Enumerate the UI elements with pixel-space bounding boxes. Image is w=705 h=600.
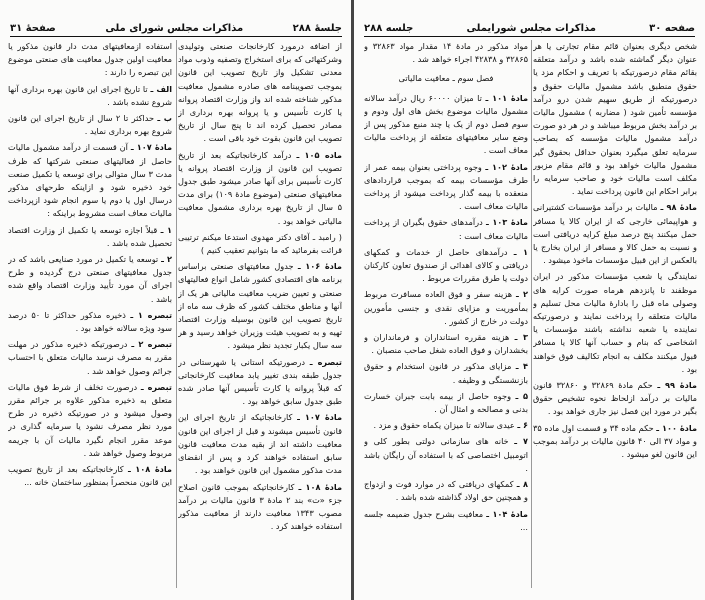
section-heading (364, 72, 528, 85)
paragraph (364, 161, 528, 214)
paragraph-text: کارخانجاتیکه بموجب قانون اصلاح جزء «ت» بند ۲ مادهٔ ۳ قانون مالیات بر درآمد مصوب ۱۳۴۳ معافیت دارند از معافیت مذکور استفاده خواهند کرد . (178, 481, 342, 532)
paragraph-text: حکم مادهٔ ۳۲۸۶۹ و ۳۲۸۶۰ قانون مالیات بر درآمد ازلحاظ نحوه تشخیص حقوق بگیر در مورد این فصل نیز جاری خواهد بود . (533, 380, 697, 417)
paragraph-text: آن قسمت از درآمد مشمول مالیات حاصل از فعالیتهای صنعتی شرکتها که ظرف مدت ۳ سال متوالی برای توسعه یا تکمیل صنعت خود ذخیره شود و ازاینکه طرحهای مذکور درسال اول یا دوم یا سوم انجام شود ازپرداخت مالیات معاف است مشروط براینکه : (8, 142, 172, 219)
paragraph (364, 216, 528, 242)
column-divider (531, 40, 532, 588)
article-number: تبصره ۱ ـ (130, 309, 172, 320)
paragraph (364, 419, 528, 432)
paragraph-text: تا تاریخ اجرای این قانون بهره برداری آنها شروع نشده باشد . (8, 83, 172, 107)
article-number: مادهٔ ۱۰۳ ـ (486, 217, 528, 228)
right-page (354, 0, 705, 600)
running-title: مذاکرات مجلس شورایملی (466, 23, 596, 34)
paragraph-text: نمایندگی یا شعب مؤسسات مذکور در ایران موظفند تا پانزدهم هرماه صورت کرایه های وصولی ماه قبل را بادارهٔ مالیات محل تسلیم و مالیات متعلقه را پرداخت نمایند و درصورتیکه نماینده یا شعبه نداشته باشند مؤسسات یا اشخاصی که بنام و حساب آنها کالا یا مسافر قبول میکنند مکلف به انجام تکالیف فوق خواهند بود . (533, 271, 697, 374)
article-number: ۶ ـ (517, 420, 528, 431)
paragraph-text: درآمد کارخانجاتیکه بعد از تاریخ تصویب این قانون از وزارت اقتصاد پروانه یا کارت تأسیس برای آنها صادر میشود طبق جدول معافیتهای صنعتی (موضوع مادهٔ ۱۰۹) برای مدت ۵ سال از تاریخ بهره برداری مشمول معافیت مالیاتی خواهد بود . (178, 149, 342, 226)
paragraph-text: هزینه سفر و فوق العاده مسافرت مربوط بمأموریت و مزایای نقدی و جنسی مأمورین دولت در خارج از کشور . (364, 289, 528, 326)
article-number: مادهٔ ۹۹ ـ (657, 380, 697, 391)
article-number: ۱ ـ (160, 224, 172, 235)
paragraph-text: درصورتیکه ذخیره مذکور در مهلت مقرر به مصرف نرسد مالیات متعلق با احتساب جرائم وصول خواهد شد . (8, 339, 172, 376)
paragraph-text: وجوه پرداختی بعنوان بیمه عمر از طرف مؤسسات بیمه که بموجب قراردادهای منعقده با بیمه گذار پرداخت میشود از پرداخت مالیات معاف است . (364, 161, 528, 212)
article-number: مادهٔ ۱۰۱ ـ (485, 92, 528, 103)
paragraph-text: وجوه حاصل از بیمه بابت جبران خسارت بدنی و مصالحه و امثال آن . (364, 390, 528, 415)
paragraph-text: مزایای مذکور در قانون استخدام و حقوق بازنشستگی و وظیفه . (364, 361, 528, 385)
paragraph-text: ذخیره مذکور حداکثر تا ۵۰ درصد سود ویژه سالانه خواهد بود . (8, 309, 172, 334)
paragraph-text: جدول معافیتهای صنعتی براساس برنامه های اقتصادی کشور شامل انواع فعالیتهای صنعتی و تعیین ضریب معافیت مالیاتی هر یک از آنها و مناطق مختلف کشور که ظرف سه ماه از تاریخ تصویب این قانون بوسیله وزارت اقتصاد تهیه و به تصویب هیئت وزیران خواهد رسید و هر سه سال یکبار تجدید نظر میشود . (178, 261, 342, 351)
paragraph-text: قبلاً اجازه توسعه یا تکمیل از وزارت اقتصاد تحصیل شده باشد . (8, 224, 172, 248)
article-number: ۷ ـ (514, 436, 528, 447)
paragraph-text: فصل سوم ـ معافیت مالیاتی (398, 73, 494, 84)
article-number: مادهٔ ۱۰۰ ـ (656, 422, 697, 433)
paragraph (8, 83, 172, 109)
paragraph-text: توسعه یا تکمیل در مورد صنایعی باشد که در جدول معافیتهای صنعتی درج گردیده و طرح اجرای آن مورد تأیید وزارت اقتصاد واقع شده باشد . (8, 254, 172, 304)
paragraph (178, 356, 342, 409)
article-number: مادهٔ ۹۸ ـ (660, 202, 697, 213)
paragraph-text: عیدی سالانه تا میزان یکماه حقوق و مزد . (373, 420, 515, 431)
column-divider (176, 40, 177, 588)
paragraph-text: درآمدهای حقوق بگیران از پرداخت مالیات معاف است : (364, 217, 528, 241)
paragraph (364, 92, 528, 158)
paragraph-text: هزینه مقرره استانداران و فرمانداران و بخشداران و فوق العاده شغل صاحب منصبان . (364, 332, 528, 356)
paragraph (178, 411, 342, 477)
article-number: تبصره ـ (309, 356, 342, 367)
paragraph-text: کارخانجاتیکه بعد از تاریخ تصویب این قانون منحصراً بمنظور ساختمان خانه ... (8, 464, 172, 488)
article-number: ۵ ـ (515, 390, 528, 401)
paragraph (8, 463, 172, 489)
article-number: الف ـ (150, 83, 172, 94)
paragraph (364, 435, 528, 475)
paragraph-text: ( رامبد ـ آقای دکتر مهدوی استدعا میکنم ترتیبی قرائت بفرمائید که ما بتوانیم تعقیب کنیم ) (178, 231, 342, 256)
paragraph (8, 338, 172, 378)
article-number: مادهٔ ۱۰۷ ـ (297, 412, 342, 423)
paragraph (364, 360, 528, 386)
paragraph-text: مواد مذکور در مادهٔ ۱۴ مقدار مواد ۳۲۸۶۳ و ۳۲۸۶۵ و ۴۲۸۳۸ اجراء خواهد شد . (364, 41, 528, 65)
paragraph-text: از اضافه درمورد کارخانجات صنعتی وتولیدی وشرکتهائی که برای استخراج وتصفیه وذوب مواد معدنی تشکیل واز تاریخ تصویب این قانون بموجب تصویبنامه های صادره مشمول معافیت مذکور شناخته شده اند واز وزارت اقتصاد پروانه یا کارت تأسیس و یا پروانه بهره برداری از مصادر تحصیل کرده اند تا پنج سال از تاریخ تصویب این قانون بقوت خود باقی است . (178, 41, 342, 144)
article-number: ۴ ـ (515, 361, 528, 372)
paragraph-text: استفاده ازمعافیتهای مدت دار قانون مذکور یا معافیت اولین جدول معافیت های صنعتی موضوع این تبصره را دارند : (8, 41, 172, 78)
paragraph (533, 422, 697, 462)
article-number: ۸ ـ (516, 479, 528, 490)
paragraph (364, 288, 528, 328)
article-number: ماده ۱۰۵ ـ (296, 149, 342, 160)
paragraph (364, 331, 528, 357)
paragraph-text: مالیات بر درآمد مؤسسات کشتیرانی و هواپیمائی خارجی که از ایران کالا یا مسافر حمل میکنند پنج درصد مبلغ کرایه دریافتی است و نسبت به حمل کالا و مسافر از ایران بخارج یا بالعکس از این قبیل مؤسسات ماخوذ میشود . (533, 202, 697, 266)
paragraph (364, 40, 528, 66)
paragraph (8, 381, 172, 460)
paragraph (178, 231, 342, 257)
article-number: تبصره ۲ ـ (131, 339, 172, 350)
article-number: مادهٔ ۱۰۴ ـ (486, 508, 528, 519)
paragraph (533, 201, 697, 267)
paragraph (178, 40, 342, 146)
text-column (8, 40, 172, 588)
session-number: جلسهٔ ۲۸۸ (292, 23, 342, 34)
article-number: ۳ ـ (514, 332, 528, 343)
paragraph (364, 478, 528, 504)
paragraph (178, 149, 342, 228)
paragraph (8, 253, 172, 306)
paragraph (178, 481, 342, 534)
article-number: مادهٔ ۱۰۸ ـ (127, 464, 172, 475)
paragraph-text: کارخانجاتیکه از تاریخ اجرای این قانون تأسیس میشوند و قبل از اجرای این قانون معافیت داشته اند از بقیه مدت معافیت قانون سابق استفاده خواهند کرد و پس از انقضای مدت مذکور مشمول این قانون خواهند بود . (178, 412, 342, 476)
paragraph-text: شخص دیگری بعنوان قائم مقام تجارتی یا هر عنوان دیگر گماشته شده باشد و درآمد متعلقه بقائم مقام درصورتیکه با تعریف و احکام مزد یا حقوق منطبق باشد مشمول مالیات حقوق و درصورتیکه از طریق سهیم شدن درو درآمد مؤسسه تأمین شود ( مضاربه ) مشمول مالیات بر درآمد بخش مربوط میباشد و در هر دو صورت درآمد مشمول مالیات مؤسسه که بصاحب سرمایه تعلق میگیرد بعنوان حداقل بحقوق گیر مشمول مالیات خواهد بود و قائم مقام مزبور مکلف است مالیات خود و صاحب سرمایه را برابر احکام این قانون پرداخت نماید . (533, 41, 697, 197)
text-column (533, 40, 697, 588)
article-number: تبصره ـ (140, 381, 172, 392)
text-column (178, 40, 342, 588)
paragraph-text: کمکهای دریافتی که در موارد فوت و ازدواج و همچنین حق اولاد گذاشته شده باشد . (364, 479, 528, 503)
article-number: ۲ ـ (516, 289, 528, 300)
text-column (364, 40, 528, 588)
paragraph-text: درآمدهای حاصل از خدمات و کمکهای دریافتی و کالای اهدائی از صندوق تعاون کارکنان دولت یا طرق مقررات مربوط . (364, 246, 528, 284)
article-number: مادهٔ ۱۰۲ ـ (485, 161, 528, 172)
paragraph-text: تا میزان ۶۰۰۰۰ ریال درآمد سالانه مشمول مالیات موضوع بخش های اول ودوم و سوم فصل دوم از یک یا چند منبع مذکور پس از وضع سایر معافیتهای متعلقه از پرداخت مالیات معاف است . (364, 92, 528, 156)
page-header (10, 18, 342, 37)
paragraph-text: معافیت بشرح جدول ضمیمه جلسه ... (364, 508, 528, 532)
paragraph-text: حداکثر تا ۲ سال از تاریخ اجرای این قانون شروع بهره برداری نماید . (8, 113, 172, 137)
paragraph (533, 379, 697, 419)
page-number: صفحه ۳۰ (649, 23, 695, 34)
article-number: ۲ ـ (161, 254, 172, 265)
paragraph-text: درصورت تخلف از شرط فوق مالیات متعلق به ذخیره مذکور علاوه بر جرائم مقرر وصول میشود و در صورتیکه ذخیره در طرح مورد نظر مصرف نشود یا سرمایه گذاری در موعد مقرر انجام نگیرد مالیات آن با جریمه مربوط وصول خواهد شد . (8, 381, 172, 458)
paragraph (364, 246, 528, 286)
paragraph (364, 508, 528, 534)
paragraph (8, 112, 172, 138)
paragraph (8, 40, 172, 80)
paragraph-text: درصورتیکه استانی یا شهرستانی در جدول طبقه بندی تغییر یابد معافیت کارخانجاتی که قبلاً پروانه یا کارت تأسیس آنها صادر شده طبق جدول سابق خواهد بود . (178, 356, 342, 407)
paragraph (533, 270, 697, 376)
page-number: صفحهٔ ۳۱ (10, 23, 56, 34)
paragraph (8, 141, 172, 220)
paragraph-text: حکم ماده ۳۴ و قسمت اول ماده ۳۵ و مواد ۳۷ الی ۴۰ قانون مالیات بر درآمد بموجب این قانون لغو میشود . (533, 422, 697, 460)
left-page (0, 0, 352, 600)
article-number: ب ـ (157, 113, 172, 124)
article-number: مادهٔ ۱۰۸ ـ (298, 481, 342, 492)
article-number: ۱ ـ (513, 246, 528, 257)
session-number: جلسه ۲۸۸ (364, 23, 414, 34)
article-number: مادهٔ ۱۰۶ ـ (297, 261, 342, 272)
paragraph (8, 224, 172, 250)
paragraph (8, 309, 172, 335)
paragraph-text: خانه های سازمانی دولتی بطور کلی و اتومبیل اختصاصی که با استفاده آن رایگان باشد . (364, 436, 528, 473)
article-number: مادهٔ ۱۰۷ ـ (130, 142, 172, 153)
paragraph (533, 40, 697, 198)
paragraph (178, 260, 342, 352)
paragraph (364, 390, 528, 416)
running-title: مذاکرات مجلس شورای ملی (105, 23, 244, 34)
page-header (364, 18, 695, 37)
